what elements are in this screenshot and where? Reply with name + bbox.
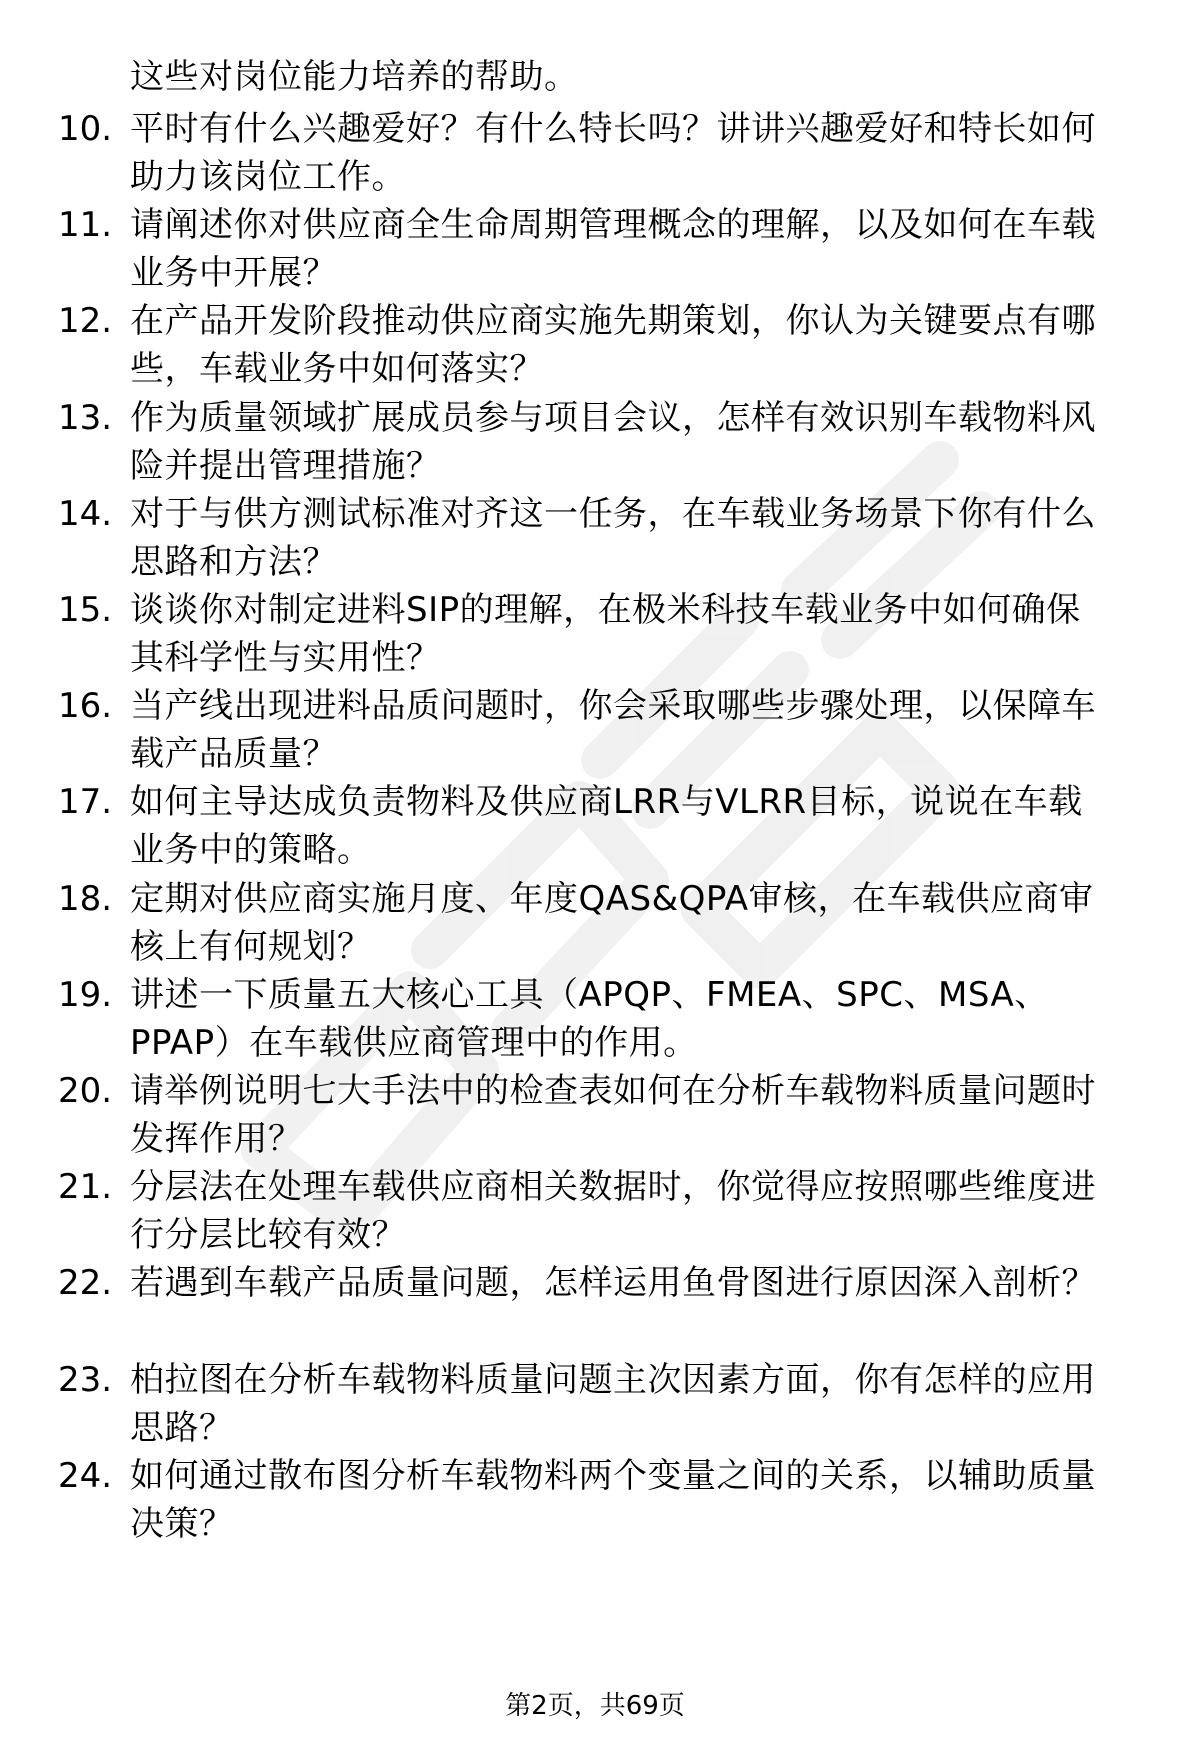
- question-item: [0, 585, 1190, 685]
- question-text-line: 业务中开展？: [130, 253, 337, 293]
- question-text-line: 对于与供方测试标准对齐这一任务，在车载业务场景下你有什么: [130, 494, 1096, 534]
- question-number: 21.: [58, 1167, 113, 1207]
- question-item: [0, 970, 1190, 1070]
- question-text-line: PPAP）在车载供应商管理中的作用。: [130, 1023, 698, 1063]
- question-text-line: 谈谈你对制定进料SIP的理解，在极米科技车载业务中如何确保: [130, 590, 1081, 630]
- question-number: 18.: [58, 879, 113, 919]
- question-number: 16.: [58, 686, 113, 726]
- question-text-line: 讲述一下质量五大核心工具（APQP、FMEA、SPC、MSA、: [130, 975, 1049, 1015]
- question-item: [0, 681, 1190, 781]
- question-item: [0, 489, 1190, 589]
- question-text-line: 分层法在处理车载供应商相关数据时，你觉得应按照哪些维度进: [130, 1167, 1096, 1207]
- question-number: 15.: [58, 590, 113, 630]
- question-number: 11.: [58, 205, 113, 245]
- question-item: [0, 777, 1190, 877]
- question-number: 19.: [58, 975, 113, 1015]
- question-item: [0, 104, 1190, 204]
- question-text-line: 如何主导达成负责物料及供应商LRR与VLRR目标，说说在车载: [130, 782, 1083, 822]
- question-text-line: 作为质量领域扩展成员参与项目会议，怎样有效识别车载物料风: [130, 398, 1096, 438]
- question-text-line: 业务中的策略。: [130, 830, 372, 870]
- question-item: [0, 296, 1190, 396]
- question-text-line: 若遇到车载产品质量问题，怎样运用鱼骨图进行原因深入剖析？: [130, 1263, 1096, 1303]
- question-text-line: 险并提出管理措施？: [130, 446, 441, 486]
- question-text-line: 请举例说明七大手法中的检查表如何在分析车载物料质量问题时: [130, 1071, 1096, 1111]
- question-item: [0, 1066, 1190, 1166]
- question-item: [0, 874, 1190, 974]
- question-number: 20.: [58, 1071, 113, 1111]
- continuation-text: 这些对岗位能力培养的帮助。: [130, 57, 579, 97]
- question-text-line: 在产品开发阶段推动供应商实施先期策划，你认为关键要点有哪: [130, 301, 1096, 341]
- question-text-line: 定期对供应商实施月度、年度QAS&QPA审核，在车载供应商审: [130, 879, 1094, 919]
- question-text-line: 柏拉图在分析车载物料质量问题主次因素方面，你有怎样的应用: [130, 1360, 1096, 1400]
- question-text-line: 思路和方法？: [130, 542, 337, 582]
- question-text-line: 些，车载业务中如何落实？: [130, 349, 544, 389]
- question-item: [0, 1258, 1190, 1358]
- question-number: 22.: [58, 1263, 113, 1303]
- question-text-line: 平时有什么兴趣爱好？有什么特长吗？讲讲兴趣爱好和特长如何: [130, 109, 1096, 149]
- question-text-line: 助力该岗位工作。: [130, 157, 406, 197]
- question-text-line: 如何通过散布图分析车载物料两个变量之间的关系，以辅助质量: [130, 1456, 1096, 1496]
- question-text-line: 当产线出现进料品质问题时，你会采取哪些步骤处理，以保障车: [130, 686, 1096, 726]
- question-text-line: 核上有何规划？: [130, 927, 372, 967]
- question-number: 17.: [58, 782, 113, 822]
- question-text-line: 决策？: [130, 1504, 234, 1544]
- question-text-line: 其科学性与实用性？: [130, 638, 441, 678]
- question-item: [0, 1162, 1190, 1262]
- question-number: 24.: [58, 1456, 113, 1496]
- question-text-line: 思路？: [130, 1408, 234, 1448]
- question-number: 13.: [58, 398, 113, 438]
- question-text-line: 行分层比较有效？: [130, 1215, 406, 1255]
- question-number: 23.: [58, 1360, 113, 1400]
- question-number: 14.: [58, 494, 113, 534]
- question-text-line: 发挥作用？: [130, 1119, 303, 1159]
- question-item: [0, 1355, 1190, 1455]
- question-item: [0, 200, 1190, 300]
- question-number: 10.: [58, 109, 113, 149]
- question-text-line: 请阐述你对供应商全生命周期管理概念的理解，以及如何在车载: [130, 205, 1096, 245]
- question-item: [0, 393, 1190, 493]
- question-number: 12.: [58, 301, 113, 341]
- question-item: [0, 1451, 1190, 1551]
- page-footer: 第2页，共69页: [505, 1691, 685, 1721]
- question-text-line: 载产品质量？: [130, 734, 337, 774]
